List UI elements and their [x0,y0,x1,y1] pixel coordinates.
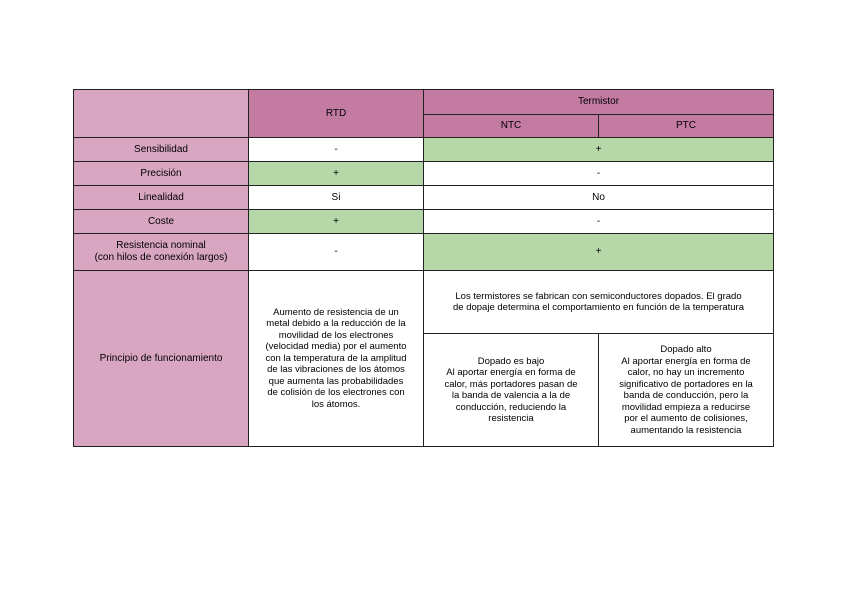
header-ntc: NTC [424,115,599,138]
cell-termistor-resistencia: + [424,234,774,271]
termistor-principio-line: Los termistores se fabrican con semiconductores dopados. El grado [455,290,742,302]
ptc-principio-line: movilidad empieza a reducirse [621,401,751,413]
rtd-principio-line: metal debido a la reducción de la [266,318,406,330]
table-row [74,210,774,234]
rtd-principio-line: movilidad de los electrones [278,329,394,341]
rtd-principio-line: los átomos. [311,398,361,410]
ntc-principio-line: calor, más portadores pasan de [444,378,578,390]
cell-rtd-precision: + [249,162,424,186]
row-label-resistencia [74,234,249,271]
ptc-principio-line: Al aportar energía en forma de [621,355,751,367]
cell-termistor-principio [424,271,774,334]
row-label-resistencia-line1: Resistencia nominal [116,240,206,251]
header-ptc: PTC [599,115,774,138]
ntc-principio-line: la banda de valencia a la de [451,390,571,401]
table-row [74,138,774,162]
cell-rtd-sensibilidad: - [249,138,424,162]
table-row [74,234,774,271]
header-termistor: Termistor [424,90,774,115]
rtd-principio-line: de colisión de los electrones con [267,387,405,399]
ptc-principio-line: banda de conducción, pero la [623,390,749,401]
rtd-principio-line: (velocidad media) por el aumento [265,341,407,353]
cell-ptc-principio [599,334,774,447]
ptc-principio-line: calor, no hay un incremento [627,367,745,378]
ntc-principio-line: conducción, reduciendo la [455,401,567,413]
table-row [74,162,774,186]
cell-ntc-principio [424,334,599,447]
table-row [74,271,774,334]
row-label-resistencia-line2: (con hilos de conexión largos) [94,252,228,263]
rtd-principio-line: con la temperatura de la amplitud [265,352,407,364]
ptc-principio-line: aumentando la resistencia [630,424,742,436]
table-row [74,186,774,210]
header-rtd: RTD [249,90,424,138]
cell-rtd-coste: + [249,210,424,234]
row-label-sensibilidad: Sensibilidad [74,138,249,162]
row-label-principio: Principio de funcionamiento [74,271,249,447]
cell-rtd-principio [249,271,424,447]
comparison-table [73,89,774,447]
rtd-principio-line: que aumenta las probabilidades [268,375,404,387]
cell-rtd-resistencia: - [249,234,424,271]
ptc-principio-line: significativo de portadores en la [619,378,753,390]
ntc-principio-line: Al aportar energía en forma de [446,367,576,378]
corner-cell [74,90,249,138]
cell-rtd-linealidad: Si [249,186,424,210]
rtd-principio-line: Aumento de resistencia de un [273,306,399,318]
ntc-principio-line: resistencia [488,413,534,424]
row-label-linealidad: Linealidad [74,186,249,210]
rtd-principio-line: de las vibraciones de los átomos [267,364,405,376]
row-label-coste: Coste [74,210,249,234]
cell-termistor-linealidad: No [424,186,774,210]
cell-termistor-coste: - [424,210,774,234]
ntc-principio-line: Dopado es bajo [477,355,545,367]
cell-termistor-sensibilidad: + [424,138,774,162]
cell-termistor-precision: - [424,162,774,186]
ptc-principio-line: por el aumento de colisiones, [624,413,748,424]
row-label-precision: Precisión [74,162,249,186]
ptc-principio-line: Dopado alto [660,344,712,355]
termistor-principio-line: de dopaje determina el comportamiento en función de la temperatura [453,302,744,313]
